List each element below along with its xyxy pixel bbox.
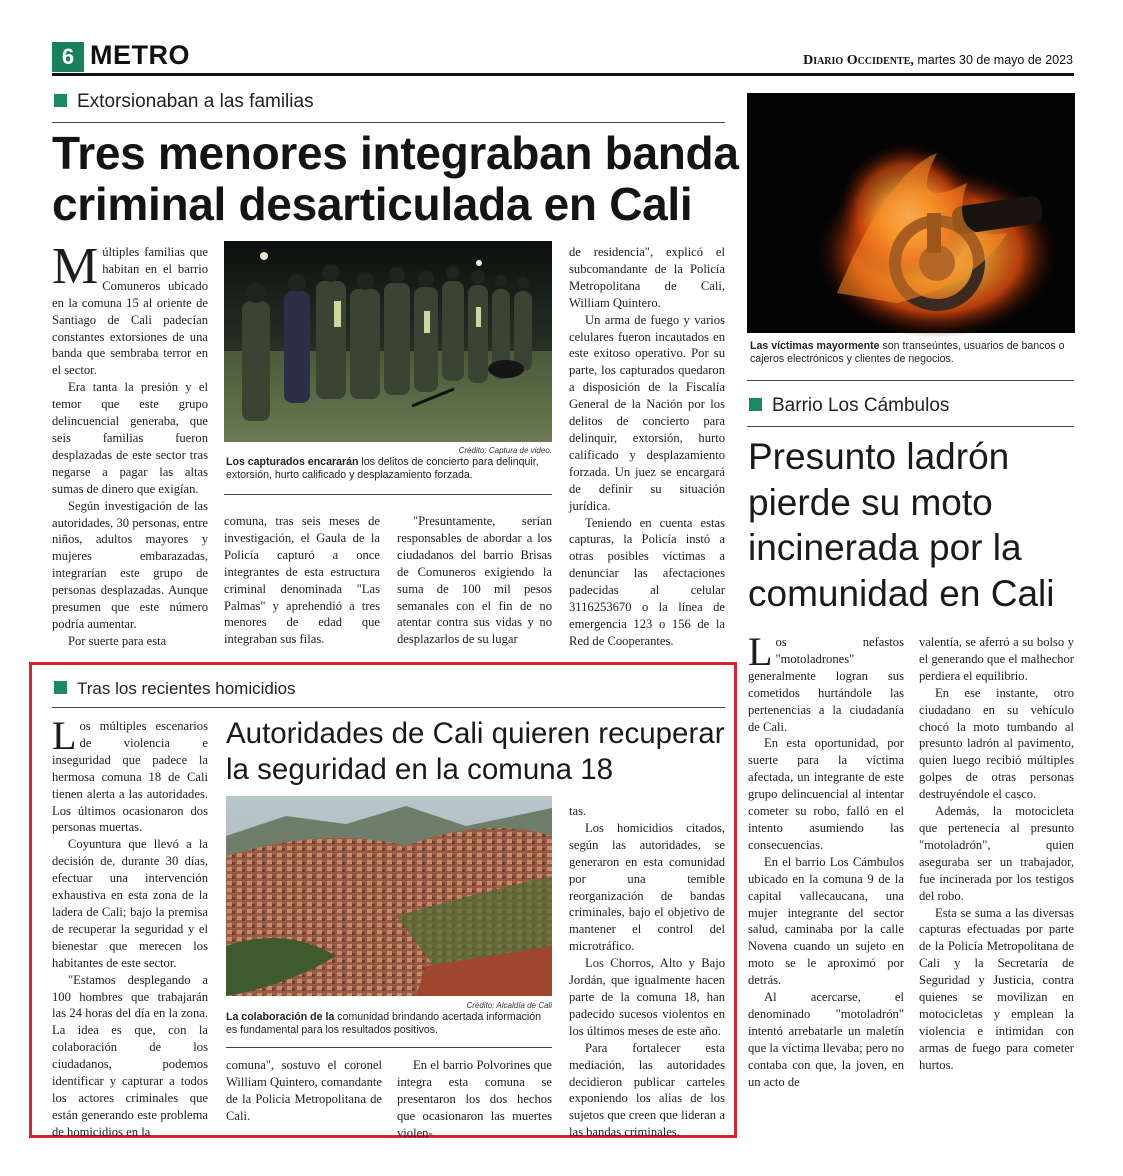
- paper-name: Diario Occidente,: [803, 53, 914, 68]
- issue-date: martes 30 de mayo de 2023: [913, 53, 1073, 67]
- page-number: 6: [52, 42, 84, 72]
- burning-motorcycle-image: [747, 93, 1075, 333]
- article2-kicker-rule: [747, 426, 1074, 427]
- article3-kicker-rule: [52, 707, 725, 708]
- kicker-square-icon: [54, 94, 67, 107]
- article1-column-1: Múltiples familias que habitan en el barrio Comuneros ubicado en la comuna 15 al oriente de Santiago de Cali padecían constantes extorsiones de una banda que sembraba terror en el sector. Era tanta la presión y el temor que este grupo delincuencial generaba, que seis familias fueron desplazadas de este sector tras negarse a pagar las altas sumas de dinero que exigían. Según investigación de las autoridades, 30 personas, entre niños, adultos mayores y mujeres embarazadas, integrarían este grupo de personas desplazadas. Aunque presumen que este número podría aumentar. Por suerte para esta: [52, 238, 208, 648]
- article1-photo-caption: Los capturados encararán los delitos de concierto para delinquir, extorsión, hurto calificado y desplazamiento forzada.: [226, 456, 539, 481]
- masthead-date: [803, 53, 1073, 69]
- article1-headline: Tres menores integraban banda criminal desarticulada en Cali: [52, 127, 739, 230]
- article1-caption-rule: [224, 494, 552, 495]
- article3-column-3: En el barrio Polvorines que integra esta comuna se presentaron los dos hechos que ocasionaron las muertes violen-: [397, 1058, 552, 1140]
- section-title: METRO: [90, 40, 190, 70]
- kicker-square-icon: [54, 681, 67, 694]
- article3-column-1: Los múltiples escenarios de violencia e inseguridad que padece la hermosa comuna 18 de Cali tienen alerta a las autoridades. Los últimos ocasionaron dos personas muertas. Coyuntura que llevó a la decisión de, durante 30 días, efectuar una intervención exhaustiva en esta zona de la ladera de Cali; bajo la premisa de recuperar la seguridad y el bienestar que merecen los habitantes de este sector. "Estamos desplegando a 100 hombres que trabajarán las 24 horas del día en la zona. La idea es que, con la colaboración de los ciudadanos, podemos identificar y capturar a todos los actores criminales que están generando este problema de homicidios en la: [52, 713, 208, 1139]
- article1-column-3: "Presuntamente, serían responsables de abordar a los ciudadanos del barrio Brisas de Comuneros exigiendo la suma de 100 mil pesos semanales con el fin de no atentar contra sus vidas y no desplazarlos de su lugar: [397, 514, 552, 647]
- article3-photo-credit: Crédito: Alcaldía de Cali: [466, 1001, 552, 1010]
- header-rule: [52, 73, 1074, 76]
- burning-motorcycle-photo: [747, 93, 1075, 333]
- article2-column-2: valentía, se aferró a su bolso y el generando que el malhechor perdiera el equilibrio. En ese instante, otro ciudadano en su vehículo chocó la moto tumbando al presunto ladrón al pavimento, quien luego recibió múltiples golpes de otras personas destruyéndole el casco. Además, la motocicleta que pertenecía al presunto "motoladrón", quien aseguraba ser un trabajador, fue incinerada por los testigos del robo. Esta se suma a las diversas capturas efectuadas por parte de la Policía Metropolitana de Cali y la Secretaría de Seguridad y Justicia, contra quienes se movilizan en motocicletas y emplean la violencia e intimidan con armas de fuego para cometer hurtos.: [919, 635, 1074, 1072]
- article2-headline: Presunto ladrón pierde su moto incinerada por la comunidad en Cali: [748, 436, 1055, 614]
- article2-kicker: Barrio Los Cámbulos: [749, 395, 949, 417]
- moto-caption-rule: [747, 380, 1074, 381]
- article1-kicker: Extorsionaban a las familias: [54, 91, 314, 113]
- hillside-image: [226, 796, 552, 996]
- police-photo-image: [224, 241, 552, 442]
- article1-column-4: de residencia", explicó el subcomandante de la Policía Metropolitana de Cali, William Quintero. Un arma de fuego y varios celulares fueron incautados en este exitoso operativo. Por su parte, los capturados quedaron a disposición de la Fiscalía General de la Nación por los delitos de concierto para delinquir, extorsión, hurto calificado y desplazamiento forzada. Un juez se encargará de definir su situación jurídica. Teniendo en cuenta estas capturas, la Policía instó a otras posibles víctimas a denunciar las afectaciones padecidas al celular 3116253670 o la línea de emergencia 123 o 156 de la Red de Cooperantes.: [569, 245, 725, 648]
- article2-dropcap: L: [748, 629, 773, 674]
- article2-column-1: Los nefastos "motoladrones" generalmente logran sus cometidos hurtándole las pertenencias a la ciudadanía de Cali. En esta oportunidad, por suerte para la víctima afectada, un integrante de este grupo delincuencial al intentar cometer su robo, falló en el intento asumiendo las consecuencias. En el barrio Los Cámbulos ubicado en la comuna 9 de la capital vallecaucana, una mujer integrante del sector salud, caminaba por la calle Novena cuando un sujeto en moto se le aproximó por detrás. Al acercarse, el denominado "motoladrón" intentó arrebatarle un maletín que la víctima llevaba; pero no contaba con que, la joven, en un acto de: [748, 629, 904, 1089]
- article1-dropcap: M: [52, 238, 99, 295]
- article3-kicker: Tras los recientes homicidios: [54, 679, 296, 699]
- moto-photo-caption: Las víctimas mayormente son transeúntes, usuarios de bancos o cajeros electrónicos y clientes de negocios.: [750, 340, 1065, 365]
- article3-column-2: comuna", sostuvo el coronel William Quintero, comandante de la Policía Metropolitana de Cali.: [226, 1058, 382, 1123]
- article1-column-2: comuna, tras seis meses de investigación, el Gaula de la Policía capturó a once integrantes de esta estructura criminal denominada "Las Palmas" y aprehendió a tres menores de edad que integraban sus filas.: [224, 514, 380, 647]
- article1-photo-credit: Crédito: Captura de video.: [458, 446, 552, 455]
- article3-dropcap: L: [52, 713, 77, 758]
- police-photo: [224, 241, 552, 442]
- article3-column-4: tas. Los homicidios citados, según las autoridades, se generaron en esta comunidad por una temible reorganización de bandas criminales, bajo el objetivo de mantener el control del microtráfico. Los Chorros, Alto y Bajo Jordán, que igualmente hacen parte de la comuna 18, han padecido sucesos violentos en los últimos meses de este año. Para fortalecer esta mediación, las autoridades decidieron publicar carteles exponiendo los alias de los sujetos que creen que lideran a las bandas criminales.: [569, 804, 725, 1140]
- hillside-photo: [226, 796, 552, 996]
- article1-kicker-rule: [52, 122, 725, 123]
- article3-photo-caption: La colaboración de la comunidad brindando acertada información es fundamental para los resultados positivos.: [226, 1011, 542, 1036]
- kicker-square-icon: [749, 398, 762, 411]
- article3-headline: Autoridades de Cali quieren recuperar la seguridad en la comuna 18: [226, 717, 725, 786]
- article3-caption-rule: [226, 1047, 552, 1048]
